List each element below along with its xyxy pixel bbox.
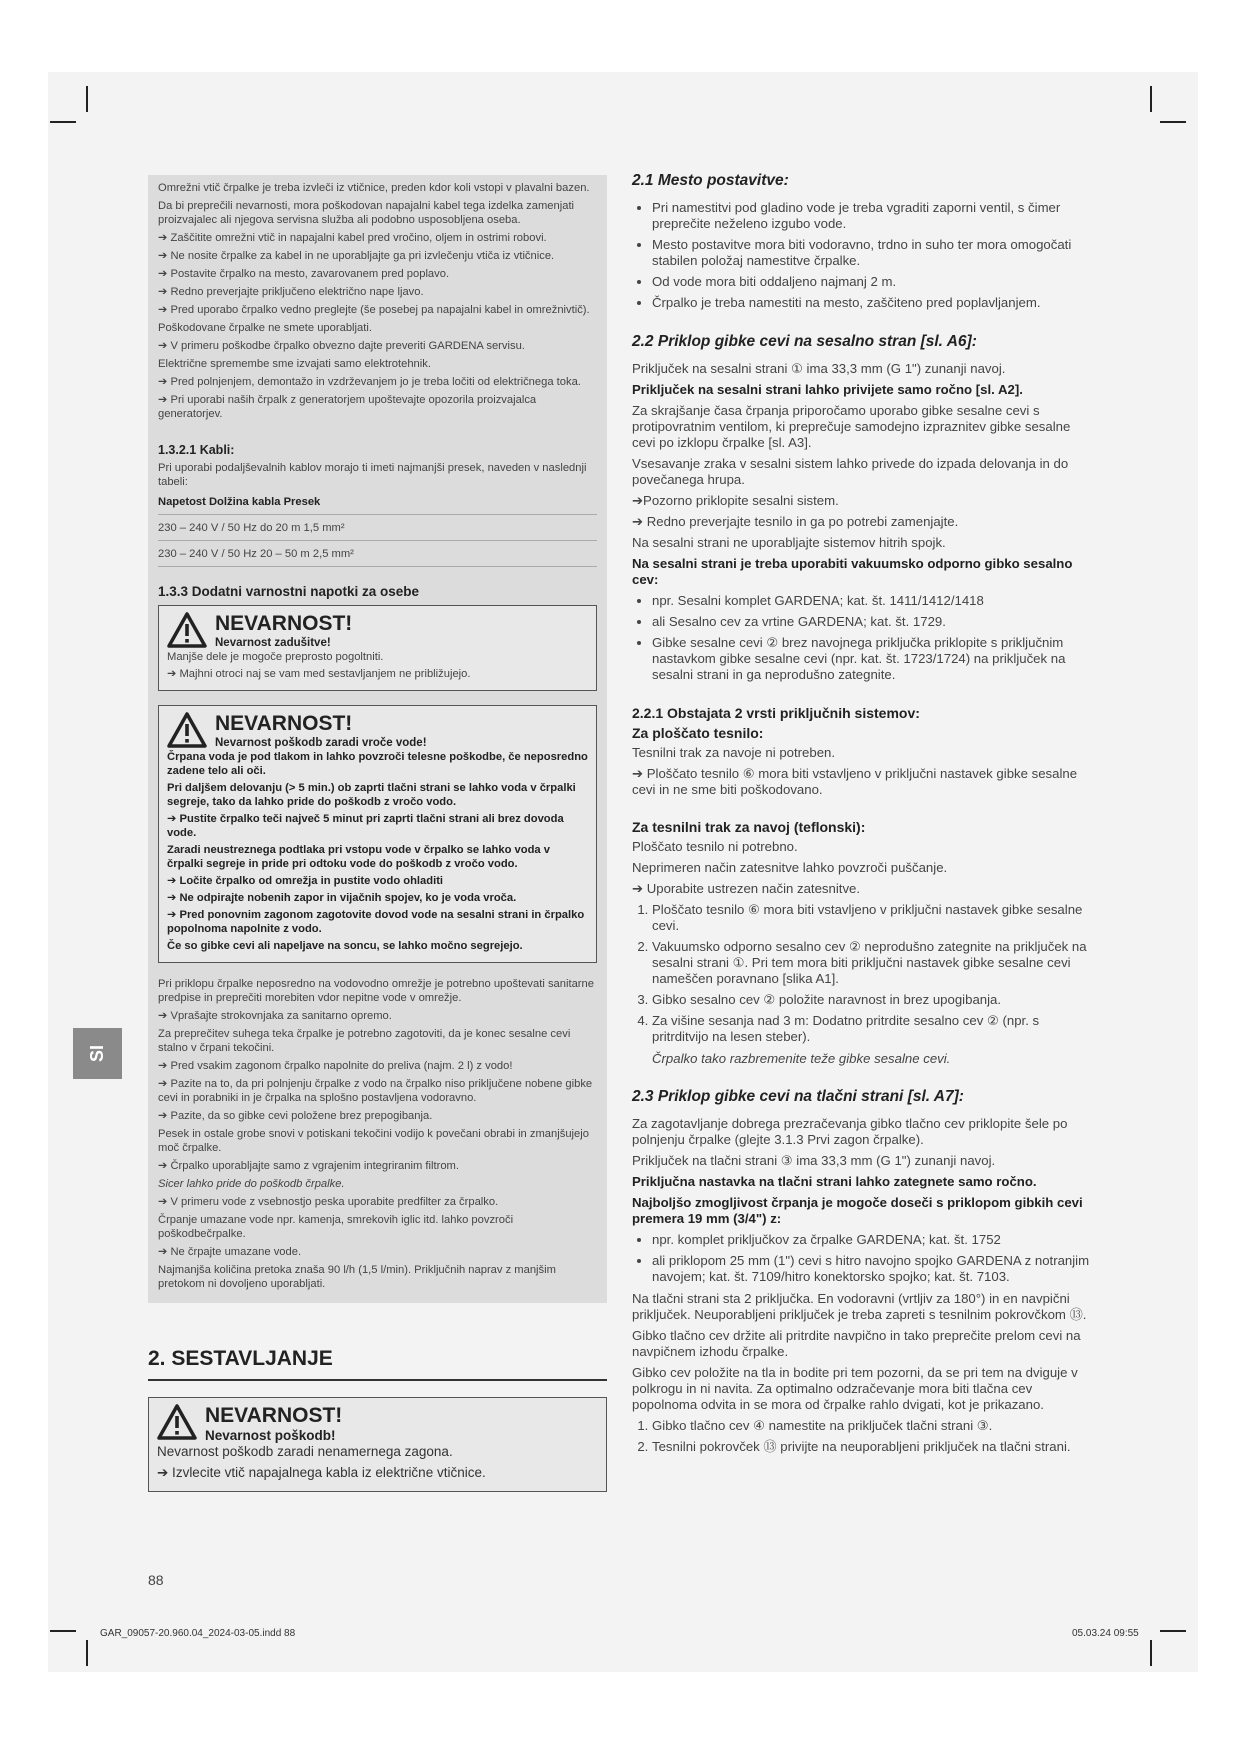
paragraph: Tesnilni trak za navoje ni potreben. (632, 745, 836, 760)
heading-2-3: 2.3 Priklop gibke cevi na tlačni strani [sl. A7]: (632, 1088, 964, 1105)
safety-line: ➔ Črpalko uporabljajte samo z vgrajenim integriranim filtrom. (158, 1160, 459, 1172)
paragraph: Ploščato tesnilo ni potrebno. (632, 839, 798, 854)
list-item: • ali Sesalno cev za vrtine GARDENA; kat. št. 1729. (652, 614, 1094, 630)
danger-line: ➔ Majhni otroci naj se vam med sestavljanjem ne približujejo. (167, 668, 471, 680)
list-item: • Od vode mora biti oddaljeno najmanj 2 m. (652, 274, 1094, 290)
paragraph: Na tlačni strani sta 2 priključka. En vodoravni (vrtljiv za 180°) in en navpični priključek. Neuporabljeni priključek je treba zapreti s tesnilnim pokrovčkom ⑬. (632, 1291, 1087, 1322)
danger-line: Manjše dele je mogoče preprosto pogoltniti. (167, 651, 384, 663)
danger-line: Nevarnost poškodb zaradi nenamernega zagona. (157, 1444, 453, 1459)
paragraph: ➔ Uporabite ustrezen način zatesnitve. (632, 881, 861, 896)
tape-steps (632, 902, 1094, 1045)
safety-line: ➔ Pazite na to, da pri polnjenju črpalke z vodo na črpalko niso priključene nobene gibke cevi in porabniki in je črpalka na splošno postavljena vodoravno. (158, 1078, 593, 1104)
step-item: 4. Za višine sesanja nad 3 m: Dodatno pritrdite sesalno cev ② (npr. s pritrditvijo na lesen steber). (652, 1013, 1094, 1045)
paragraph: ➔ Ploščato tesnilo ⑥ mora biti vstavljeno v priključni nastavek gibke sesalne cevi in ne sme biti poškodovano. (632, 766, 1078, 797)
safety-line: Pri priklopu črpalke neposredno na vodovodno omrežje je potrebno upoštevati sanitarne predpise in preprečiti morebiten vdor nepitne vode v omrežje. (158, 978, 594, 1004)
installation-list (632, 200, 1094, 311)
step-item: 2. Tesnilni pokrovček ⑬ privijte na neuporabljeni priključek na tlačni strani. (652, 1439, 1094, 1455)
cable-table-head: Napetost Dolžina kabla Presek (158, 493, 597, 515)
list-item: • npr. komplet priključkov za črpalke GARDENA; kat. št. 1752 (652, 1232, 1094, 1248)
left-column (148, 175, 607, 1506)
safety-line: ➔ Vprašajte strokovnjaka za sanitarno opremo. (158, 1010, 392, 1022)
safety-line: ➔ Zaščitite omrežni vtič in napajalni kabel pred vročino, oljem in ostrimi robovi. (158, 232, 547, 244)
danger-title: NEVARNOST! (205, 1404, 343, 1427)
list-item: • ali priklopom 25 mm (1") cevi s hitro navojno spojko GARDENA z notranjim navojem; kat. št. 7109/hitro konektorsko spojko; kat. št. 7103. (652, 1253, 1094, 1285)
section-title-assembly: 2. SESTAVLJANJE (148, 1347, 607, 1381)
safety-line: Električne spremembe sme izvajati samo elektrotehnik. (158, 358, 431, 370)
crop-mark (1160, 121, 1186, 123)
safety-line: ➔ V primeru vode z vsebnostjo peska uporabite predfilter za črpalko. (158, 1196, 499, 1208)
safety-line: ➔ Ne nosite črpalke za kabel in ne uporabljajte ga pri izvlečenju vtiča iz vtičnice. (158, 250, 555, 262)
list-item: • Pri namestitvi pod gladino vode je treba vgraditi zaporni ventil, s čimer preprečite neželeno izgubo vode. (652, 200, 1094, 232)
heading-2-1: 2.1 Mesto postavitve: (632, 172, 789, 189)
crop-mark (1150, 1640, 1152, 1666)
footer-filename: GAR_09057-20.960.04_2024-03-05.indd 88 (100, 1628, 296, 1639)
danger-subtitle: Nevarnost zadušitve! (215, 637, 331, 649)
step-item: 1. Ploščato tesnilo ⑥ mora biti vstavljeno v priključni nastavek gibke sesalne cevi. (652, 902, 1094, 934)
danger-box-hot-water (158, 705, 597, 963)
list-item: • npr. Sesalni komplet GARDENA; kat. št. 1411/1412/1418 (652, 593, 1094, 609)
paragraph: Za zagotavljanje dobrega prezračevanja gibko tlačno cev priklopite šele po polnjenju črpalke (glejte 3.1.3 Prvi zagon črpalke). (632, 1116, 1068, 1147)
danger-box-injury (148, 1397, 607, 1492)
subheading-thread-tape: Za tesnilni trak za navoj (teflonski): (632, 819, 866, 835)
paragraph: Za skrajšanje časa črpanja priporočamo uporabo gibke sesalne cevi s protipovratnim ventilom, ki preprečuje samodejno izpraznitev gibke sesalne cevi po izklopu črpalke [sl. A3]. (632, 403, 1071, 450)
safety-line: Da bi preprečili nevarnosti, mora poškodovan napajalni kabel tega izdelka zamenjati proizvajalec ali njegova servisna služba ali podobno usposobljena oseba. (158, 200, 575, 226)
danger-subtitle: Nevarnost poškodb zaradi vroče vode! (215, 737, 427, 749)
danger-line: ➔ Pred ponovnim zagonom zagotovite dovod vode na sesalni strani in črpalko popolnoma napolnite z vodo. (167, 909, 585, 935)
safety-line: ➔ Pri uporabi naših črpalk z generatorjem upoštevajte opozorila proizvajalca generatorjev. (158, 394, 537, 420)
danger-title: NEVARNOST! (215, 712, 353, 735)
cable-table-row: 230 – 240 V / 50 Hz do 20 m 1,5 mm² (158, 515, 597, 541)
step-item: 1. Gibko tlačno cev ④ namestite na priključek tlačni strani ③. (652, 1418, 1094, 1434)
crop-mark (86, 1640, 88, 1666)
danger-title: NEVARNOST! (215, 612, 353, 635)
language-tab-label: SI (86, 1044, 107, 1063)
crop-mark (86, 86, 88, 112)
safety-line: ➔ Ne črpajte umazane vode. (158, 1246, 302, 1258)
danger-line: Črpana voda je pod tlakom in lahko povzroči telesne poškodbe, če neposredno zadene telo ali oči. (167, 751, 588, 777)
right-column (632, 172, 1094, 1461)
paragraph: Vsesavanje zraka v sesalni sistem lahko privede do izpada delovanja in do povečanega hrupa. (632, 456, 1069, 487)
list-item: • Gibke sesalne cevi ② brez navojnega priključka priklopite s priključnim nastavkom gibke sesalne cevi (npr. kat. št. 1723/1724) na priključek na sesalni strani in ga neprodušno zategnite. (652, 635, 1094, 683)
heading-2-2: 2.2 Priklop gibke cevi na sesalno stran [sl. A6]: (632, 333, 977, 350)
danger-line: ➔ Ločite črpalko od omrežja in pustite vodo ohladiti (167, 875, 444, 887)
warning-triangle-icon (167, 712, 207, 748)
crop-mark (1160, 1630, 1186, 1632)
pressure-steps (632, 1418, 1094, 1455)
paragraph: Priključek na sesalni strani lahko privijete samo ročno [sl. A2]. (632, 382, 1023, 397)
safety-line: Pesek in ostale grobe snovi v potiskani tekočini vodijo k povečani obrabi in zmanjšujejo moč črpalke. (158, 1128, 589, 1154)
persons-heading: 1.3.3 Dodatni varnostni napotki za osebe (158, 584, 420, 599)
step-item: 2. Vakuumsko odporno sesalno cev ② neprodušno zategnite na priključek na sesalni strani ①. Pri tem mora biti priključni nastavek gibke sesalne cevi nameščen poravnano [slika A1]. (652, 939, 1094, 987)
safety-line: Poškodovane črpalke ne smete uporabljati. (158, 322, 372, 334)
crop-mark (50, 1630, 76, 1632)
safety-line: ➔ Pred vsakim zagonom črpalko napolnite do preliva (najm. 2 l) z vodo! (158, 1060, 513, 1072)
page-number: 88 (148, 1572, 164, 1588)
suction-hose-list (632, 593, 1094, 683)
safety-line: Črpanje umazane vode npr. kamenja, smrekovih iglic itd. lahko povzroči poškodbečrpalke. (158, 1214, 514, 1240)
crop-mark (50, 121, 76, 123)
footer-timestamp: 05.03.24 09:55 (1072, 1628, 1139, 1639)
pressure-hose-list (632, 1232, 1094, 1285)
paragraph: Priključek na tlačni strani ③ ima 33,3 mm (G 1") zunanji navoj. (632, 1153, 996, 1168)
safety-line: ➔ V primeru poškodbe črpalko obvezno dajte preveriti GARDENA servisu. (158, 340, 525, 352)
safety-line: Sicer lahko pride do poškodb črpalke. (158, 1178, 345, 1190)
crop-mark (1150, 86, 1152, 112)
warning-triangle-icon (157, 1404, 197, 1440)
paragraph: Gibko cev položite na tla in bodite pri tem pozorni, da se pri tem na dviguje v polkrogu in ni navita. Za optimalno odzračevanje mora biti tlačna cev popolnoma odvita in se mora od črpalke rahlo dvigati, kot je prikazano. (632, 1365, 1078, 1412)
paragraph: Neprimeren način zatesnitve lahko povzroči puščanje. (632, 860, 948, 875)
paragraph: Črpalko tako razbremenite teže gibke sesalne cevi. (652, 1051, 951, 1066)
heading-2-2-1: 2.2.1 Obstajata 2 vrsti priključnih sistemov: (632, 705, 920, 721)
safety-line: Omrežni vtič črpalke je treba izvleči iz vtičnice, preden kdor koli vstopi v plavalni bazen. (158, 182, 590, 194)
danger-line: Zaradi neustreznega podtlaka pri vstopu vode v črpalko se lahko voda v črpalki segreje in pride pri odtoku vode do poškodb z vročo vodo. (167, 844, 550, 870)
safety-box (148, 175, 607, 1303)
cable-table-row: 230 – 240 V / 50 Hz 20 – 50 m 2,5 mm² (158, 541, 597, 567)
safety-line: ➔ Pred polnjenjem, demontažo in vzdrževanjem jo je treba ločiti od električnega toka. (158, 376, 581, 388)
danger-line: ➔ Pustite črpalko teči največ 5 minut pri zaprti tlačni strani ali brez dovoda vode. (167, 813, 564, 839)
paragraph: Gibko tlačno cev držite ali pritrdite navpično in tako preprečite prelom cevi na navpičnem izhodu črpalke. (632, 1328, 1081, 1359)
safety-line: ➔ Pred uporabo črpalko vedno preglejte (še posebej pa napajalni kabel in omrežnivtič). (158, 304, 590, 316)
step-item: 3. Gibko sesalno cev ② položite naravnost in brez upogibanja. (652, 992, 1094, 1008)
paragraph: Na sesalni strani je treba uporabiti vakuumsko odporno gibko sesalno cev: (632, 556, 1073, 587)
kabli-heading: 1.3.2.1 Kabli: (158, 443, 235, 457)
paragraph: Priključna nastavka na tlačni strani lahko zategnete samo ročno. (632, 1174, 1037, 1189)
paragraph: ➔ Redno preverjajte tesnilo in ga po potrebi zamenjajte. (632, 514, 959, 529)
warning-triangle-icon (167, 612, 207, 648)
paragraph: Najboljšo zmogljivost črpanja je mogoče doseči s priklopom gibkih cevi premera 19 mm (3/4") z: (632, 1195, 1083, 1226)
paragraph: ➔Pozorno priklopite sesalni sistem. (632, 493, 839, 508)
danger-line: ➔ Izvlecite vtič napajalnega kabla iz električne vtičnice. (157, 1465, 486, 1480)
safety-line: Najmanjša količina pretoka znaša 90 l/h (1,5 l/min). Priključnih naprav z manjšim pretokom ni dovoljeno uporabljati. (158, 1264, 556, 1290)
danger-subtitle: Nevarnost poškodb! (205, 1428, 336, 1443)
paragraph: Priključek na sesalni strani ① ima 33,3 mm (G 1") zunanji navoj. (632, 361, 1006, 376)
safety-line: ➔ Pazite, da so gibke cevi položene brez prepogibanja. (158, 1110, 433, 1122)
safety-line: Za preprečitev suhega teka črpalke je potrebno zagotoviti, da je konec sesalne cevi stalno v črpani tekočini. (158, 1028, 571, 1054)
list-item: • Črpalko je treba namestiti na mesto, zaščiteno pred poplavljanjem. (652, 295, 1094, 311)
danger-line: Če so gibke cevi ali napeljave na soncu, se lahko močno segrejejo. (167, 940, 523, 952)
safety-line: ➔ Postavite črpalko na mesto, zavarovanem pred poplavo. (158, 268, 450, 280)
danger-box-suffocation (158, 605, 597, 691)
list-item: • Mesto postavitve mora biti vodoravno, trdno in suho ter mora omogočati stabilen položaj namestitve črpalke. (652, 237, 1094, 269)
danger-line: ➔ Ne odpirajte nobenih zapor in vijačnih spojev, ko je voda vroča. (167, 892, 517, 904)
safety-line: ➔ Redno preverjajte priključeno električno nape ljavo. (158, 286, 424, 298)
language-tab (73, 1028, 122, 1079)
kabli-text: Pri uporabi podaljševalnih kablov morajo ti imeti najmanjši presek, naveden v naslednji tabeli: (158, 462, 587, 488)
subheading-flat-seal: Za ploščato tesnilo: (632, 725, 764, 741)
paragraph: Na sesalni strani ne uporabljajte sistemov hitrih spojk. (632, 535, 946, 550)
danger-line: Pri daljšem delovanju (> 5 min.) ob zaprti tlačni strani se lahko voda v črpalki segreje, tako da lahko pride do poškodb z vročo vodo. (167, 782, 576, 808)
